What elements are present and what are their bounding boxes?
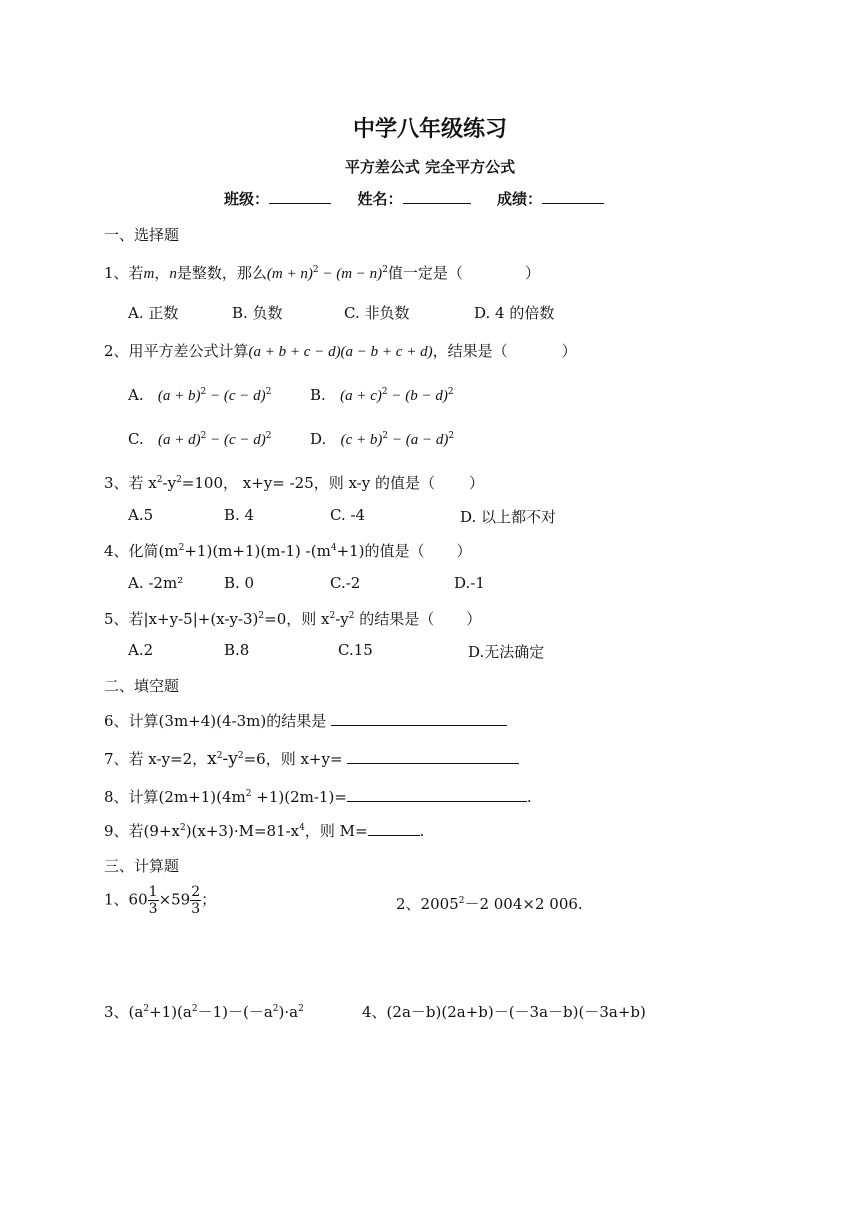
q9-mid-text: )(x+3)·M=81-x (185, 822, 300, 840)
q9-sup-x2: 2 (179, 823, 186, 833)
q9-post-text: ，则 M= (304, 822, 368, 840)
q7-sup-y: 2 (237, 751, 244, 761)
q4-option-c[interactable]: C.-2 (330, 574, 361, 592)
q2-close-paren: ） (561, 342, 577, 360)
c3-mid-1: +1)(a (149, 1003, 192, 1021)
q5-close-paren: ） (466, 610, 482, 628)
c3-sup-1: 2 (143, 1004, 150, 1014)
q2-option-d-term2: (a − d) (405, 432, 449, 448)
q1-close-paren: ） (524, 264, 540, 282)
q3-close-paren: ） (469, 474, 485, 492)
q7-minus-y: -y (222, 749, 238, 769)
q5-sup-x: 2 (329, 611, 336, 621)
q4-option-b[interactable]: B. 0 (224, 574, 255, 592)
q9-prefix: 9、若(9+x (104, 822, 180, 840)
section-heading-choice: 一、选择题 (104, 226, 180, 244)
q2-option-d-minus: − (388, 432, 406, 448)
q8-period: . (526, 788, 532, 806)
c1-f1-denominator: 3 (148, 901, 158, 917)
q4-mid-text: +1)(m+1)(m-1) -(m (184, 542, 331, 560)
q3-option-c[interactable]: C. -4 (330, 506, 366, 524)
q5-option-a[interactable]: A.2 (128, 641, 154, 659)
q1-option-d[interactable]: D. 4 的倍数 (474, 304, 555, 322)
question-8 (104, 786, 532, 807)
c2-post-text: －2 004×2 006. (464, 895, 583, 913)
q1-expr-b: (m − n) (336, 266, 383, 282)
question-6 (104, 710, 507, 731)
c2-sup: 2 (458, 896, 465, 906)
question-7 (104, 748, 519, 769)
q7-x: x (207, 749, 217, 769)
calc-problem-4: 4、(2a－b)(2a+b)－(－3a－b)(－3a+b) (362, 1003, 646, 1021)
q1-minus: − (318, 266, 337, 282)
q2-option-c-term1: (a + d) (158, 432, 201, 448)
q2-post-text: ，结果是（ (432, 342, 508, 360)
q2-option-a-sup2: 2 (265, 387, 272, 397)
q1-expr-a: (m + n) (266, 266, 313, 282)
q5-minus-y: -y (335, 610, 349, 628)
q2-option-a-term2: (c − d) (223, 388, 266, 404)
q7-mid-text: =6，则 x+y= (243, 750, 343, 768)
q3-sup-y: 2 (176, 475, 182, 485)
q3-option-d[interactable]: D. 以上都不对 (460, 508, 557, 526)
q2-option-b-sup1: 2 (381, 387, 388, 397)
score-label: 成绩： (496, 190, 542, 208)
c1-f2-denominator: 3 (191, 901, 201, 917)
q1-prefix: 1、若 (104, 264, 144, 282)
q8-sup-m: 2 (245, 789, 252, 799)
q1-var-m: m (143, 266, 155, 282)
class-blank[interactable] (269, 189, 331, 204)
q3-minus-y: -y (162, 474, 177, 492)
q2-prefix: 2、用平方差公式计算 (104, 342, 249, 360)
name-blank[interactable] (403, 189, 471, 204)
q5-mid-text: =0，则 x (264, 610, 330, 628)
q4-close-paren: ） (456, 542, 472, 560)
q3-option-a[interactable]: A.5 (128, 506, 154, 524)
q1-sup-a: 2 (312, 265, 319, 275)
c3-sup-2: 2 (191, 1004, 198, 1014)
page-title: 中学八年级练习 (352, 116, 507, 142)
q4-prefix: 4、化简(m (104, 542, 179, 560)
q1-mid-text: 是整数，那么 (176, 264, 267, 282)
q2-option-b-minus: − (387, 388, 406, 404)
c1-f1-numerator: 1 (148, 884, 158, 900)
q2-option-a-minus: − (206, 388, 224, 404)
score-blank[interactable] (542, 189, 604, 204)
question-3 (104, 472, 484, 493)
q7-prefix: 7、若 x-y=2， (104, 750, 208, 768)
q2-option-d[interactable] (310, 430, 454, 449)
q9-answer-blank[interactable] (368, 821, 420, 836)
question-4 (104, 540, 472, 561)
q7-sup-x: 2 (216, 751, 223, 761)
q1-option-a[interactable]: A. 正数 (128, 304, 179, 322)
q5-sup-y: 2 (348, 611, 355, 621)
q3-option-b[interactable]: B. 4 (224, 506, 255, 524)
q2-option-c[interactable] (128, 430, 272, 449)
q4-sup-m4: 4 (330, 543, 337, 553)
q2-option-c-sup2: 2 (265, 431, 272, 441)
q1-sup-b: 2 (382, 265, 388, 275)
q3-mid-text: =100， x+y= -25，则 x-y 的值是（ (181, 474, 436, 492)
c1-f2-numerator: 2 (191, 884, 201, 900)
q9-period: . (419, 822, 425, 840)
c3-sup-3: 2 (272, 1004, 279, 1014)
q6-answer-blank[interactable] (331, 711, 507, 726)
q4-option-d[interactable]: D.-1 (454, 574, 485, 592)
q1-option-b[interactable]: B. 负数 (232, 304, 283, 322)
q1-comma: ， (154, 264, 170, 282)
c1-fraction-1 (148, 884, 159, 917)
c1-prefix: 1、60 (104, 890, 148, 909)
q2-option-b-sup2: 2 (447, 387, 454, 397)
q2-option-d-label: D. (310, 430, 327, 448)
page-subtitle: 平方差公式 完全平方公式 (344, 158, 516, 176)
c3-prefix: 3、(a (104, 1003, 144, 1021)
q2-option-c-label: C. (128, 430, 144, 448)
calc-problem-2 (396, 893, 583, 914)
q4-mid-text-2: +1)的值是（ (336, 542, 425, 560)
c3-mid-2: －1)－(－a (197, 1003, 273, 1021)
calc-problem-1 (104, 884, 216, 917)
q1-post-text: 值一定是（ (387, 264, 463, 282)
q5-option-c[interactable]: C.15 (338, 641, 373, 659)
q8-mid-text: +1)(2m-1)= (251, 788, 347, 806)
q8-prefix: 8、计算(2m+1)(4m (104, 788, 246, 806)
q2-option-b-term1: (a + c) (340, 388, 382, 404)
q2-option-d-sup2: 2 (448, 431, 455, 441)
q1-var-n: n (169, 266, 177, 282)
q3-prefix: 3、若 x (104, 474, 157, 492)
q2-option-a-term1: (a + b) (157, 388, 201, 404)
q2-option-a-label: A. (128, 386, 144, 404)
q8-answer-blank[interactable] (347, 787, 527, 802)
q5-mid-text-2: 的结果是（ (354, 610, 435, 628)
q4-option-a[interactable]: A. -2m² (128, 574, 184, 592)
q2-option-b-label: B. (310, 386, 326, 404)
q1-option-c[interactable]: C. 非负数 (344, 304, 410, 322)
q5-option-d[interactable]: D.无法确定 (468, 643, 545, 661)
calc-problem-3 (104, 1001, 304, 1022)
q9-sup-x4: 4 (299, 823, 305, 833)
q4-sup-m2: 2 (178, 543, 185, 553)
student-info-row (224, 188, 604, 209)
q2-option-a[interactable] (128, 386, 271, 405)
section-heading-fill: 二、填空题 (104, 677, 180, 695)
q2-option-d-term1: (c + b) (340, 432, 383, 448)
q5-prefix: 5、若|x+y-5|+(x-y-3) (104, 610, 259, 628)
c3-mid-3: )·a (278, 1003, 299, 1021)
q2-option-d-sup1: 2 (382, 431, 389, 441)
c2-prefix: 2、2005 (396, 895, 459, 913)
question-9 (104, 820, 424, 841)
q5-option-b[interactable]: B.8 (224, 641, 250, 659)
q2-option-c-sup1: 2 (200, 431, 207, 441)
section-heading-calc: 三、计算题 (104, 857, 180, 875)
class-label: 班级： (224, 190, 270, 208)
q5-sup-paren: 2 (258, 611, 265, 621)
question-1 (104, 262, 540, 283)
name-label: 姓名： (357, 190, 403, 208)
q3-sup-x: 2 (156, 475, 163, 485)
q2-option-b-term2: (b − d) (405, 388, 448, 404)
question-5 (104, 608, 481, 629)
q2-option-c-minus: − (206, 432, 225, 448)
q2-option-a-sup1: 2 (200, 387, 207, 397)
question-2 (104, 340, 577, 361)
c1-fraction-2 (190, 884, 201, 917)
c1-end: ； (201, 890, 217, 909)
q6-text: 6、计算(3m+4)(4-3m)的结果是 (104, 712, 327, 730)
c3-sup-4: 2 (298, 1004, 304, 1014)
c1-times: ×59 (158, 890, 191, 909)
q2-expr: (a + b + c − d)(a − b + c + d) (248, 344, 433, 360)
q7-answer-blank[interactable] (347, 749, 519, 764)
q2-option-c-term2: (c − d) (224, 432, 266, 448)
q2-option-b[interactable] (310, 386, 454, 405)
